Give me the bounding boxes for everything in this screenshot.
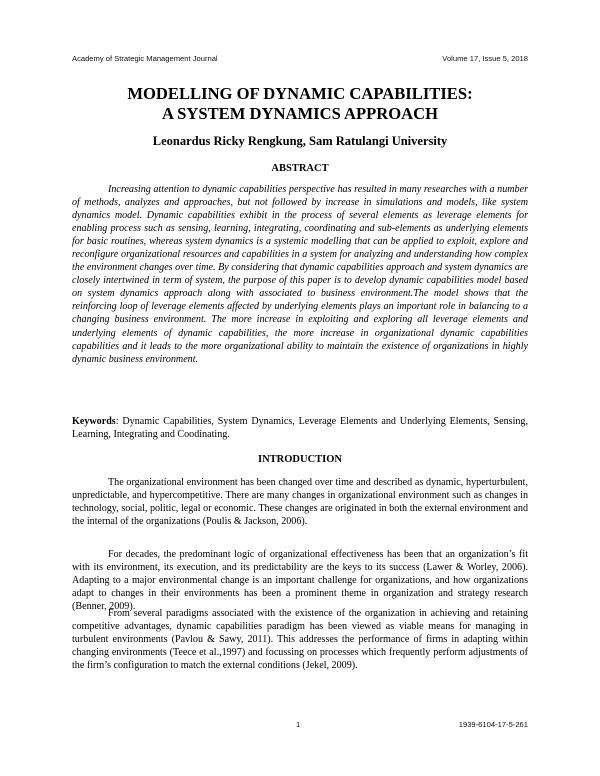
- abstract-heading: ABSTRACT: [271, 163, 329, 174]
- paper-title: [60, 84, 540, 124]
- paper-title-line-1: MODELLING OF DYNAMIC CAPABILITIES:: [127, 84, 473, 103]
- introduction-paragraph-1: The organizational environment has been changed over time and described as dynamic, hyperturbulent, unpredictable, and hypercompetitive. There are many changes in organizational environment such as changes in technology, social, politic, legal or economic. These changes are originated in both the external environment and the internal of the organizations (Poulis & Jackson, 2006).: [72, 477, 528, 528]
- keywords: [72, 415, 528, 442]
- keywords-label: Keywords: [72, 416, 116, 427]
- paper-authors: Leonardus Ricky Rengkung, Sam Ratulangi University: [152, 134, 448, 148]
- introduction-paragraph-2: For decades, the predominant logic of organizational effectiveness has been that an organization’s fit with its environment, its execution, and its predictability are the keys to its success (Lawer & Worley, 2006). Adapting to a major environmental change is an important challenge for organizations, and how organizations adapt to changes in their environments has been a prominent theme in organization and strategy research (Benner, 2009).: [72, 549, 528, 613]
- keywords-text: : Dynamic Capabilities, System Dynamics, Leverage Elements and Underlying Elements, Sensing, Learning, Integrating and Coodinating.: [72, 416, 528, 441]
- document-id: 1939-6104-17-5-261: [458, 720, 528, 729]
- introduction-heading: INTRODUCTION: [257, 454, 342, 465]
- paper-title-line-2: A SYSTEM DYNAMICS APPROACH: [161, 104, 439, 123]
- abstract-body: Increasing attention to dynamic capabilities perspective has resulted in many researches with a number of methods, analyzes and approaches, but not followed by increase in simulations and models, like system dynamics model. Dynamic capabilities exhibit in the process of several elements as leverage elements for enabling process such as sensing, learning, integrating, coordinating and sub-elements as underlying elements for basic routines, whereas system dynamics is a systemic modelling that can be applied to exploit, explore and reconfigure organizational resources and capabilities in a system for analyzing and understanding how complex the environment changes over time. By considering that dynamic capabilities approach and system dynamics are closely intertwined in term of system, the purpose of this paper is to develop dynamic capabilities model based on system dynamics approach along with associated to business environment.The model shows that the reinforcing loop of leverage elements affected by underlying elements plays an important role in balancing to a changing business environment. The more increase in exploiting and exploring all leverage elements and underlying elements of dynamic capabilities, the more increase in organizational dynamic capabilities capabilities and it leads to the more organizational ability to maintain the existence of organizations in highly dynamic business environment.: [72, 184, 528, 365]
- page-number: 1: [296, 720, 301, 729]
- running-header-journal: Academy of Strategic Management Journal: [72, 54, 218, 63]
- abstract-text: [72, 183, 528, 366]
- introduction-paragraph-3: From several paradigms associated with the existence of the organization in achieving and retaining competitive advantages, dynamic capabilities paradigm has been viewed as viable means for managing in turbulent environments (Pavlou & Sawy, 2011). This addresses the performance of firms in adapting within changing environments (Teece et al.,1997) and focussing on processes which frequently perform adjustments of the firm’s configuration to match the external conditions (Jekel, 2009).: [72, 608, 528, 672]
- running-header-volume: Volume 17, Issue 5, 2018: [442, 54, 528, 63]
